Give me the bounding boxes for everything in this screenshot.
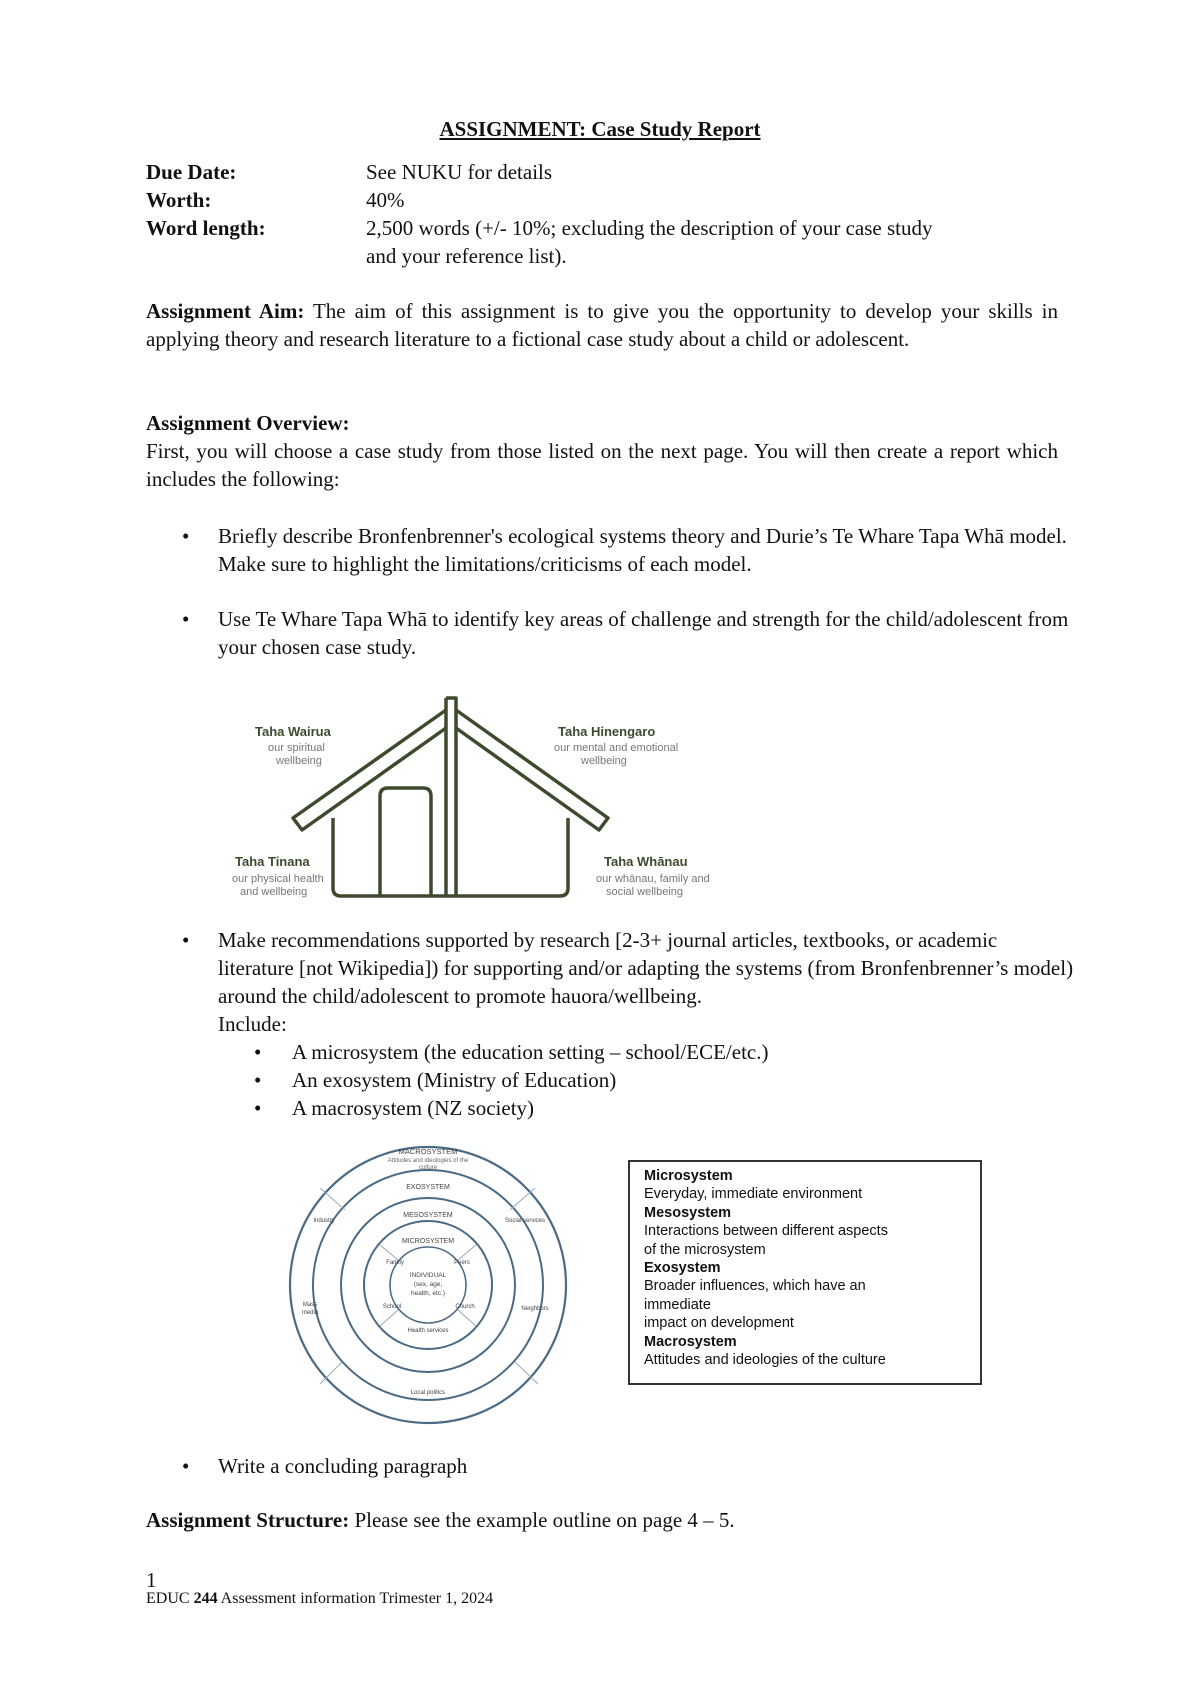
eco-health: Health services [407,1328,449,1334]
wairua-desc-2: wellbeing [276,755,322,767]
sub-bullet-macrosystem: A macrosystem (NZ society) [292,1096,535,1120]
eco-core-2: (sex, age, [413,1281,443,1288]
assignment-aim [146,297,1058,353]
legend-exo-desc-3: impact on development [644,1315,794,1332]
bullet-include-label: Include: [218,1012,287,1036]
legend-micro-desc: Everyday, immediate environment [644,1186,863,1203]
overview-heading: Assignment Overview: [146,411,350,435]
bullet-marker: • [182,524,190,548]
word-length-label: Word length: [146,216,266,240]
eco-church: Church [455,1304,475,1310]
bullet-te-whare: Use Te Whare Tapa Whā to identify key areas of challenge and strength for the child/adolescent from your chosen case study. [218,607,1069,659]
legend-exo-desc-1: Broader influences, which have an [644,1278,866,1295]
eco-core-1: INDIVIDUAL [409,1272,447,1279]
sub-bullet-marker: • [254,1068,262,1092]
page-footer [146,1590,493,1608]
tinana-desc-2: and wellbeing [240,886,308,898]
eco-industry: Industry [313,1218,335,1224]
bullet-concluding: Write a concluding paragraph [218,1454,468,1478]
bullet-marker: • [182,1454,190,1478]
eco-peers: Peers [454,1260,470,1266]
hinengaro-desc-2: wellbeing [581,755,627,767]
word-length-value-line2: and your reference list). [366,244,567,268]
bullet-marker: • [182,928,190,952]
whanau-desc-2: social wellbeing [606,886,684,898]
legend-meso-desc-2: of the microsystem [644,1241,766,1258]
structure-text: Please see the example outline on page 4 – 5. [349,1508,735,1532]
eco-meso-label: MESOSYSTEM [403,1212,453,1219]
bullet-describe-models: Briefly describe Bronfenbrenner's ecological systems theory and Durie’s Te Whare Tapa Whā model. Make sure to highlight the limitations/criticisms of each model. [218,524,1067,576]
bullet-recommendations: Make recommendations supported by research [2-3+ journal articles, textbooks, or academic literature [not Wikipedia]) for supporting and/or adapting the systems (from Bronfenbrenner’s model) around the child/adolescent to promote hauora/wellbeing. [218,928,1074,1008]
aim-text: The aim of this assignment is to give you the opportunity to develop your skills in applying theory and research literature to a fictional case study about a child or adolescent. [146,299,1059,351]
structure-label: Assignment Structure: [146,1508,350,1532]
sub-bullet-marker: • [254,1096,262,1120]
sub-bullet-exosystem: An exosystem (Ministry of Education) [292,1068,617,1092]
bullet-marker: • [182,607,190,631]
page-title: ASSIGNMENT: Case Study Report [439,117,761,141]
wairua-desc-1: our spiritual [268,742,325,754]
house-door [380,788,431,896]
eco-school: School [382,1304,402,1310]
whanau-title: Taha Whānau [604,854,688,869]
legend-macro-desc: Attitudes and ideologies of the culture [644,1352,886,1369]
eco-legend-box [628,1160,982,1385]
legend-micro-heading: Microsystem [644,1168,733,1184]
legend-exo-heading: Exosystem [644,1260,721,1277]
page-number: 1 [146,1568,157,1592]
due-date-label: Due Date: [146,160,237,184]
due-date-value: See NUKU for details [366,160,553,184]
worth-label: Worth: [146,188,212,212]
wairua-title: Taha Wairua [255,724,331,739]
footer-course-number: 244 [193,1590,218,1607]
whanau-desc-1: our whānau, family and [596,873,710,885]
eco-macro-label: MACROSYSTEM [398,1147,458,1156]
eco-mass-media-2: media [301,1310,319,1316]
eco-micro-label: MICROSYSTEM [401,1238,455,1245]
legend-exo-desc-2: immediate [644,1296,711,1313]
tinana-desc-1: our physical health [232,873,324,885]
sub-bullet-marker: • [254,1040,262,1064]
eco-social: Social services [504,1218,546,1224]
sub-bullet-microsystem: A microsystem (the education setting – school/ECE/etc.) [292,1040,769,1064]
hinengaro-title: Taha Hinengaro [558,724,656,739]
eco-exo-label: EXOSYSTEM [406,1184,450,1191]
legend-meso-desc-1: Interactions between different aspects [644,1223,888,1240]
footer-course-prefix: EDUC [146,1590,194,1607]
footer-course-rest: Assessment information Trimester 1, 2024 [217,1590,494,1607]
te-whare-tapa-wha-diagram [218,688,718,903]
worth-value: 40% [366,188,405,212]
eco-macro-sub1: Attitudes and ideologies of the [387,1158,469,1164]
eco-family: Family [386,1260,404,1266]
assignment-structure [146,1506,1058,1534]
overview-text: First, you will choose a case study from those listed on the next page. You will then create a report which includes the following: [146,439,1058,491]
eco-mass-media-1: Mass [302,1302,318,1308]
eco-macro-sub2: culture [418,1165,438,1171]
eco-core-3: health, etc.) [411,1290,445,1297]
legend-meso-heading: Mesosystem [644,1204,732,1221]
word-length-value-line1: 2,500 words (+/- 10%; excluding the description of your case study [366,216,933,240]
house-centre-post [446,698,456,896]
tinana-title: Taha Tinana [235,854,310,869]
house-walls [333,818,568,896]
legend-macro-heading: Macrosystem [644,1333,737,1350]
eco-local-politics: Local politics [410,1390,446,1396]
ecological-systems-diagram [280,1140,580,1430]
hinengaro-desc-1: our mental and emotional [554,742,679,754]
eco-neighbors: Neighbors [521,1306,549,1312]
aim-label: Assignment Aim: [146,299,305,323]
